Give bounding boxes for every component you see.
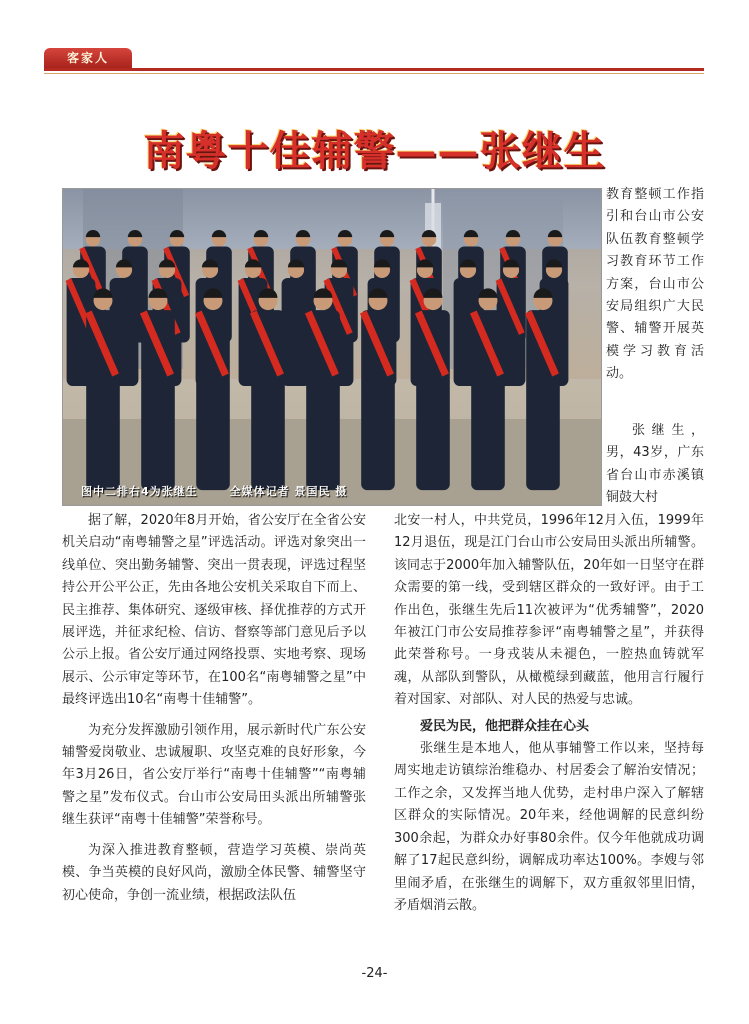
person-hair <box>338 230 352 237</box>
person-hair <box>254 230 268 237</box>
right-paragraph-2: 张继生是本地人，他从事辅警工作以来，坚持每周实地走访镇综治维稳办、村居委会了解治安情况；工作之余，又发挥当地人优势，走村串户深入了解辖区群众的实际情况。20年来，经他调解的民意纠纷300余起，为群众办好事80余件。仅今年他就成功调解了17起民意纠纷，调解成功率达100%。李嫂与邻里闹矛盾，在张继生的调解下，双方重叙邻里旧情，矛盾烟消云散。 <box>394 741 704 913</box>
group-photo-illustration <box>63 189 601 505</box>
sidebar-column-2 <box>606 420 704 510</box>
right-paragraph-1: 北安一村人，中共党员，1996年12月入伍，1999年12月退伍，现是江门台山市公安局田头派出所辅警。该同志于2000年加入辅警队伍，20年如一日坚守在群众需要的第一线，受到辖区群众的一致好评。由于工作出色，张继生先后11次被评为“优秀辅警”，2020年被江门市公安局推荐参评“南粤辅警之星”，并获得此荣誉称号。一身戎装从未褪色，一腔热血铸就军魂，从部队到警队，从橄榄绿到藏蓝，他用言行履行着对国家、对部队、对人民的热爱与忠诚。 <box>394 513 704 708</box>
sidebar-column <box>606 184 704 386</box>
photo-caption-right: 全媒体记者 景国民 摄 <box>229 485 348 498</box>
group-photo <box>62 188 602 506</box>
section-tag: 客家人 <box>44 48 132 68</box>
left-column <box>62 510 366 907</box>
sidebar-paragraph-1: 教育整顿工作指引和台山市公安队伍教育整顿学习教育环节工作方案，台山市公安局组织广大民警、辅警开展英模学习教育活动。 <box>606 187 704 382</box>
photo-caption-left: 图中二排右4为张继生 <box>81 485 198 498</box>
section-subhead: 爱民为民，他把群众挂在心头 <box>420 718 590 734</box>
person-body <box>282 278 311 386</box>
person-hair <box>212 230 226 237</box>
header-rule <box>44 68 704 71</box>
page-number: -24- <box>361 966 388 981</box>
article-title: 南粤十佳辅警——张继生 <box>143 127 606 175</box>
person-hair <box>380 230 394 237</box>
left-paragraph-3: 为深入推进教育整顿，营造学习英模、崇尚英模、争当英模的良好风尚，激励全体民警、辅警坚守初心使命，争创一流业绩，根据政法队伍 <box>62 842 366 903</box>
photo-caption <box>81 483 347 499</box>
left-paragraph-1: 据了解，2020年8月开始，省公安厅在全省公安机关启动“南粤辅警之星”评选活动。评选对象突出一线单位、突出勤务辅警、突出一贯表现，评选过程坚持公开公平公正，先由各地公安机关采取自下而上、民主推荐、集体研究、逐级审核、择优推荐的方式开展评选，并征求纪检、信访、督察等部门意见后予以公示上报。省公安厅通过网络投票、实地考察、现场展示、公示审定等环节，在100名“南粤辅警之星”中最终评选出10名“南粤十佳辅警”。 <box>62 513 366 708</box>
header-rule-thin <box>44 73 704 74</box>
sidebar-paragraph-2: 张继生，男，43岁，广东省台山市赤溪镇铜鼓大村 <box>606 423 704 506</box>
right-column <box>394 510 704 917</box>
left-paragraph-2: 为充分发挥激励引领作用，展示新时代广东公安辅警爱岗敬业、忠诚履职、攻坚克难的良好形象，今年3月26日，省公安厅举行“南粤十佳辅警”“南粤辅警之星”发布仪式。台山市公安局田头派出所辅警张继生获评“南粤十佳辅警”荣誉称号。 <box>62 722 366 828</box>
person-hair <box>296 230 310 237</box>
